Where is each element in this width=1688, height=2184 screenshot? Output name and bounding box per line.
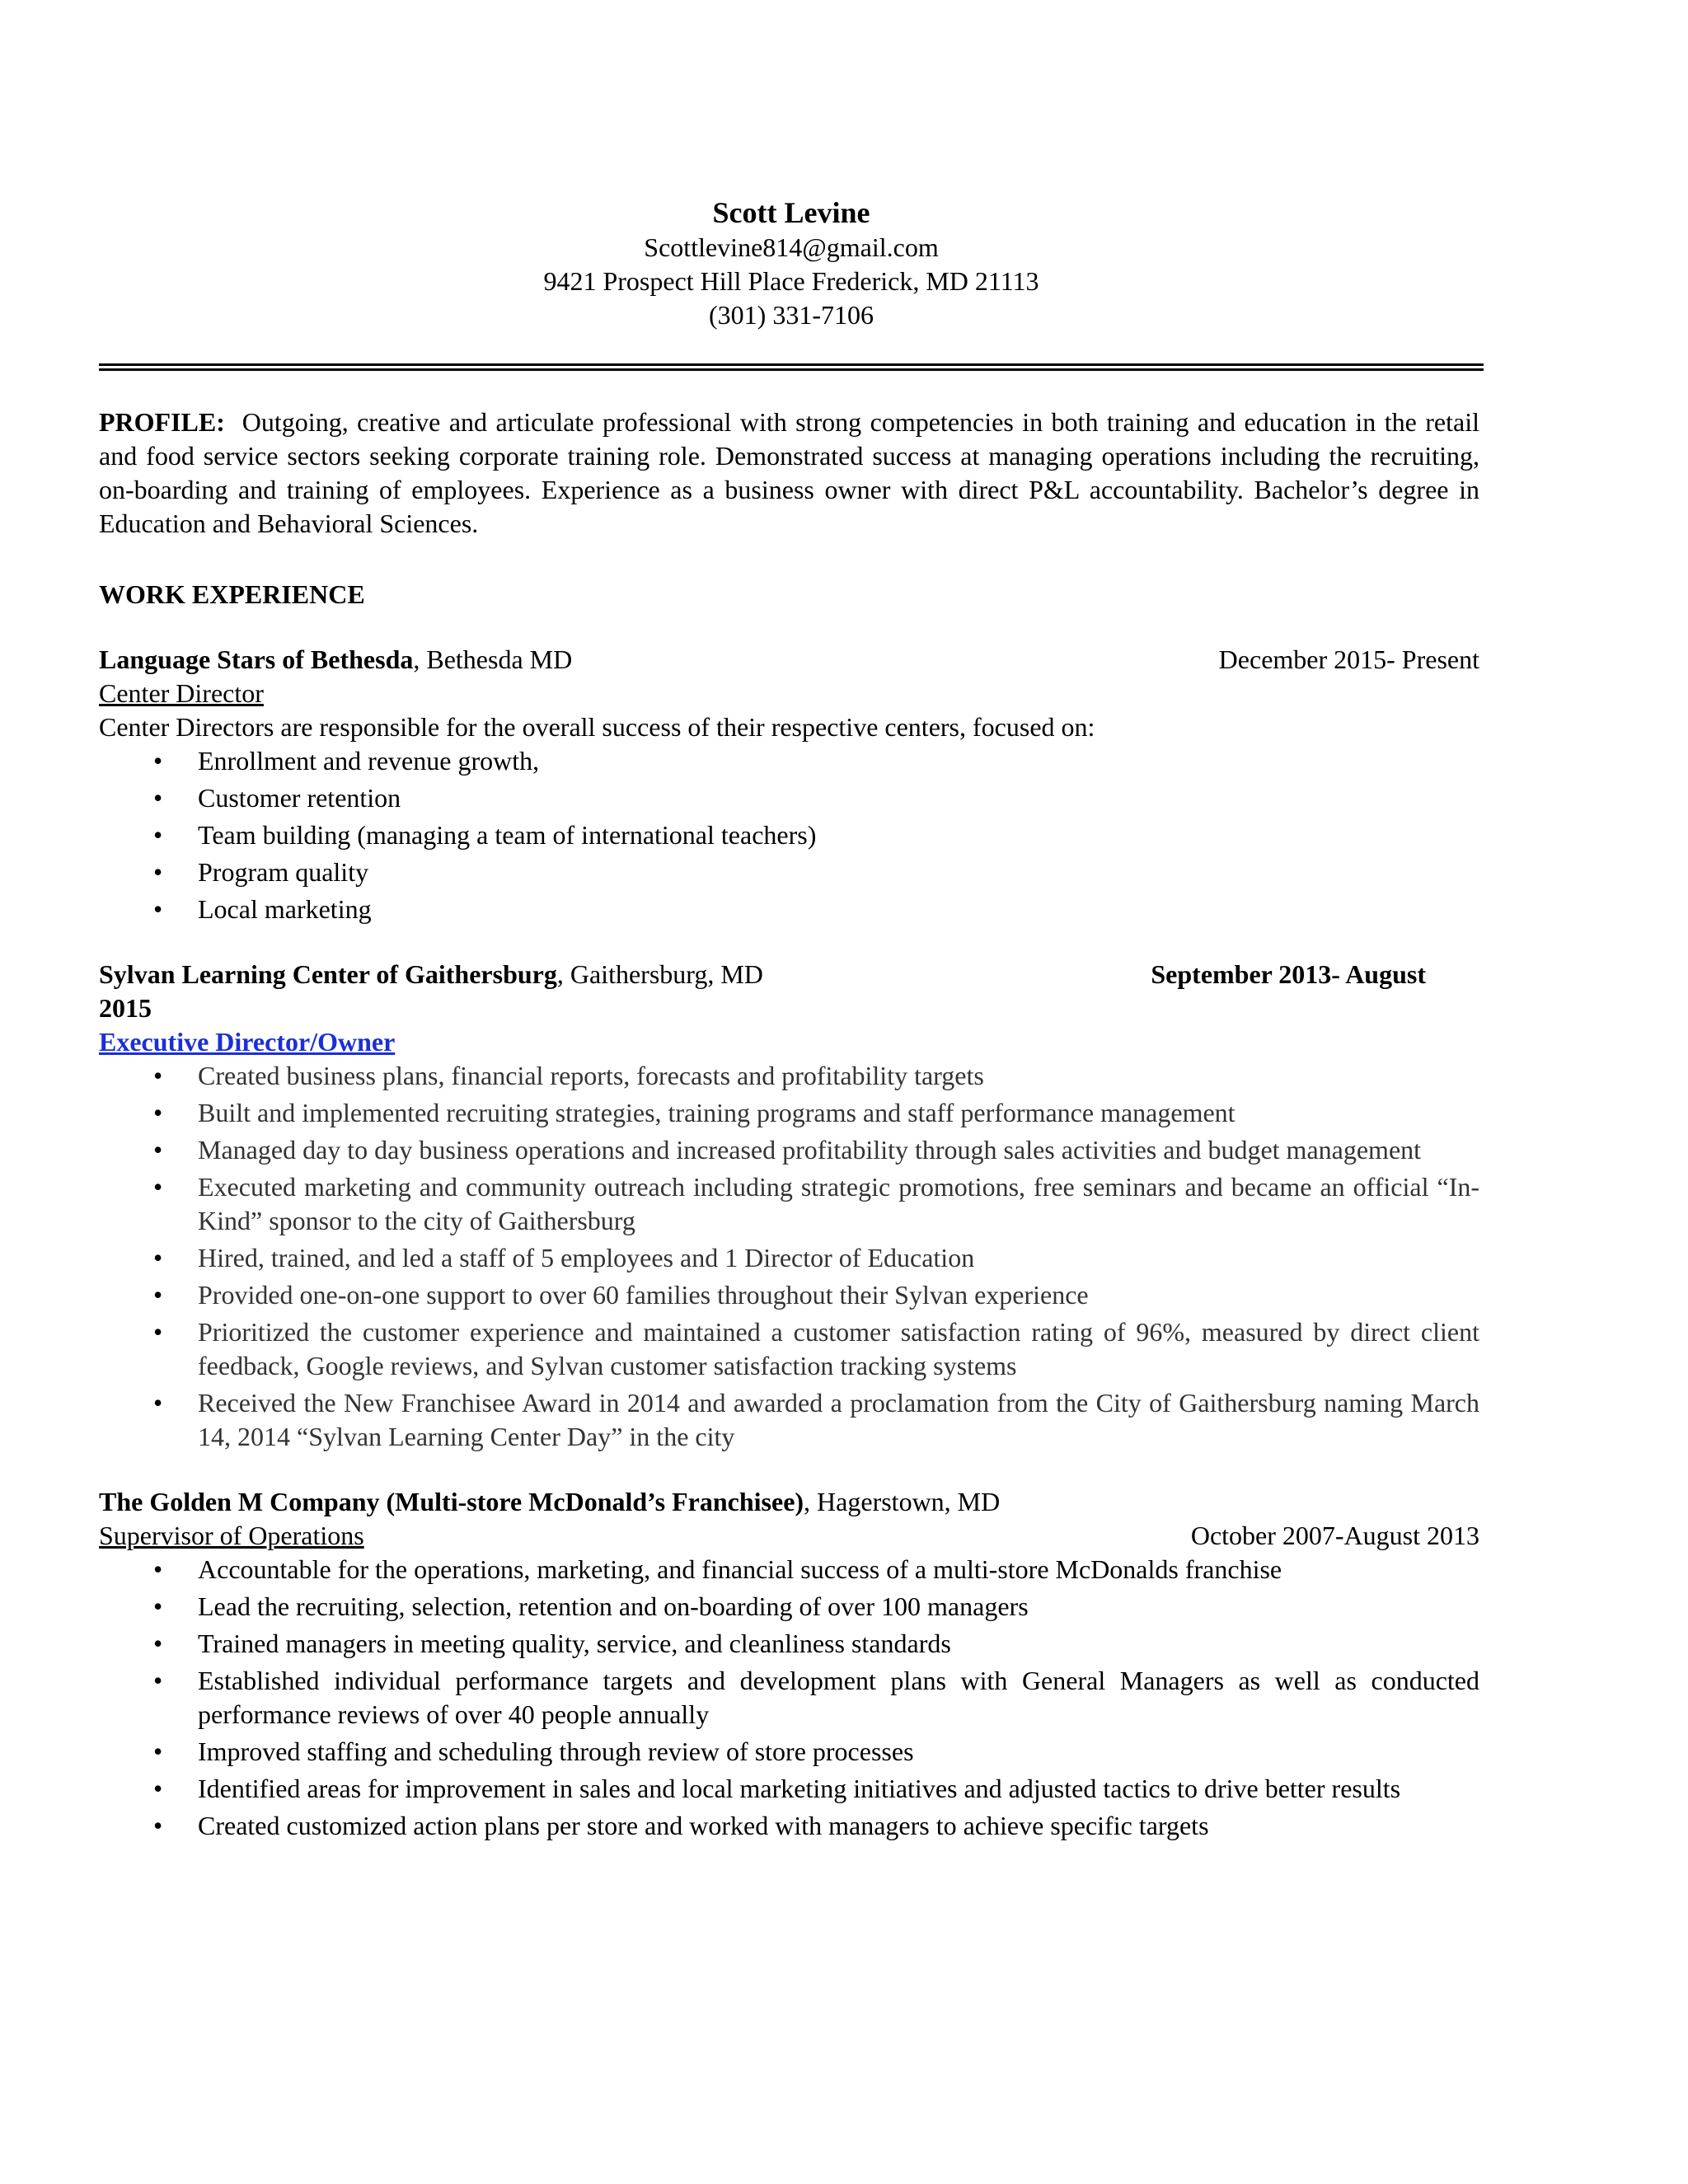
company-location: , Hagerstown, MD (804, 1487, 1001, 1516)
job-title-row (99, 1025, 1484, 1059)
job-dates: September 2013- August (1151, 959, 1426, 989)
job-dates: December 2015- Present (1218, 644, 1479, 674)
job-bullets (99, 744, 1484, 926)
company-name: Sylvan Learning Center of Gaithersburg (99, 959, 557, 989)
company-location: , Bethesda MD (413, 644, 573, 674)
job-dates-continued: 2015 (99, 993, 152, 1023)
job-header (99, 1485, 1484, 1519)
job-dates: October 2007-August 2013 (1190, 1521, 1479, 1550)
job-intro: Center Directors are responsible for the overall success of their respective centers, focused on: (99, 712, 1095, 742)
list-item: • Accountable for the operations, marketing, and financial success of a multi-store McDonalds franchise (99, 1553, 1479, 1586)
profile-section (99, 405, 1479, 541)
list-item: • Executed marketing and community outreach including strategic promotions, free seminars and became an official “In-Kind” sponsor to the city of Gaithersburg (99, 1170, 1479, 1238)
phone-number: (301) 331-7106 (709, 300, 874, 330)
company-name: The Golden M Company (Multi-store McDonald’s Franchisee) (99, 1487, 804, 1516)
list-item: • Hired, trained, and led a staff of 5 employees and 1 Director of Education (99, 1241, 1479, 1275)
list-item: • Enrollment and revenue growth, (99, 744, 1479, 778)
work-experience-heading: WORK EXPERIENCE (99, 579, 365, 609)
list-item: • Established individual performance targets and development plans with General Managers as well as conducted performance reviews of over 40 people annually (99, 1664, 1479, 1732)
list-item: • Provided one-on-one support to over 60 families throughout their Sylvan experience (99, 1278, 1479, 1312)
job-title: Supervisor of Operations (99, 1521, 364, 1550)
list-item: • Built and implemented recruiting strategies, training programs and staff performance management (99, 1096, 1479, 1130)
list-item: • Created customized action plans per store and worked with managers to achieve specific targets (99, 1809, 1479, 1843)
resume-page (99, 194, 1484, 1846)
list-item: • Trained managers in meeting quality, service, and cleanliness standards (99, 1627, 1479, 1661)
postal-address: 9421 Prospect Hill Place Frederick, MD 21113 (543, 266, 1039, 296)
list-item: • Created business plans, financial reports, forecasts and profitability targets (99, 1059, 1479, 1093)
list-item: • Team building (managing a team of international teachers) (99, 818, 1479, 852)
job-title: Center Director (99, 678, 264, 708)
list-item: • Prioritized the customer experience and maintained a customer satisfaction rating of 96%, measured by direct client feedback, Google reviews, and Sylvan customer satisfaction tracking systems (99, 1315, 1479, 1383)
company-location: , Gaithersburg, MD (556, 959, 763, 989)
candidate-name: Scott Levine (712, 196, 870, 229)
list-item: • Customer retention (99, 781, 1479, 815)
list-item: • Lead the recruiting, selection, retention and on-boarding of over 100 managers (99, 1590, 1479, 1624)
job-title-link[interactable]: Executive Director/Owner (99, 1027, 396, 1057)
list-item: • Improved staffing and scheduling through review of store processes (99, 1735, 1479, 1769)
list-item: • Identified areas for improvement in sales and local marketing initiatives and adjusted tactics to drive better results (99, 1772, 1479, 1806)
job-language-stars (99, 643, 1484, 926)
list-item: • Managed day to day business operations and increased profitability through sales activities and budget management (99, 1133, 1479, 1167)
job-golden-m (99, 1485, 1484, 1843)
email-address: Scottlevine814@gmail.com (644, 232, 939, 262)
job-title-row (99, 1519, 1479, 1553)
profile-label: PROFILE: (99, 407, 225, 437)
profile-text: Outgoing, creative and articulate professional with strong competencies in both training and education in the retail and food service sectors seeking corporate training role. Demonstrated success at managing operations including the recruiting, on-boarding and training of employees. Experience as a business owner with direct P&L accountability. Bachelor’s degree in Education and Behavioral Sciences. (99, 407, 1480, 538)
list-item: • Local marketing (99, 893, 1479, 926)
job-header (99, 958, 1426, 991)
resume-header (99, 194, 1484, 332)
header-divider (99, 363, 1484, 371)
job-bullets (99, 1553, 1484, 1843)
list-item: • Program quality (99, 855, 1479, 889)
job-sylvan (99, 958, 1484, 1454)
job-header (99, 643, 1479, 677)
job-bullets (99, 1059, 1484, 1454)
company-name: Language Stars of Bethesda (99, 644, 414, 674)
list-item: • Received the New Franchisee Award in 2014 and awarded a proclamation from the City of Gaithersburg naming March 14, 2014 “Sylvan Learning Center Day” in the city (99, 1386, 1479, 1454)
